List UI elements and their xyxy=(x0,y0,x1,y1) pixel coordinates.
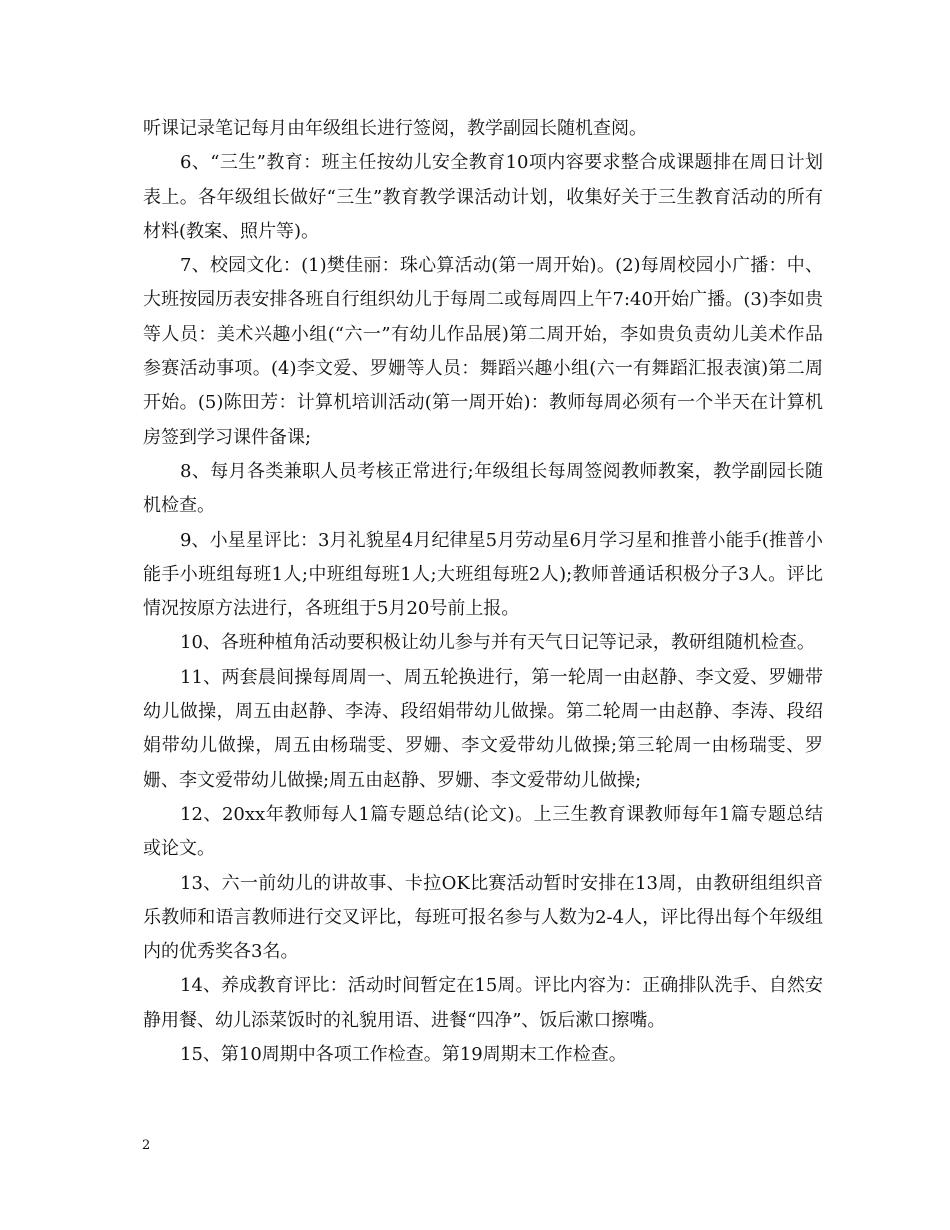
paragraph-continued: 听课记录笔记每月由年级组长进行签阅，教学副园长随机查阅。 xyxy=(143,118,647,139)
paragraph-item-8: 8、每月各类兼职人员考核正常进行;年级组长每周签阅教师教案，教学副园长随机检查。 xyxy=(143,460,823,517)
paragraph-item-12: 12、20xx年教师每人1篇专题总结(论文)。上三生教育课教师每年1篇专题总结或论文。 xyxy=(143,803,823,860)
paragraph-item-14: 14、养成教育评比：活动时间暂定在15周。评比内容为：正确排队洗手、自然安静用餐、幼儿添菜饭时的礼貌用语、进餐“四净”、饭后漱口擦嘴。 xyxy=(143,975,823,1031)
page-number: 2 xyxy=(142,1138,151,1153)
paragraph-item-15: 15、第10周期中各项工作检查。第19周期末工作检查。 xyxy=(180,1044,627,1066)
paragraph-item-13: 13、六一前幼儿的讲故事、卡拉OK比赛活动暂时安排在13周，由教研组组织音乐教师和语言教师进行交叉评比，每班可报名参与人数为2-4人，评比得出每个年级组内的优秀奖各3名。 xyxy=(143,872,823,963)
document-body xyxy=(143,112,823,1072)
paragraph-item-7: 7、校园文化：(1)樊佳丽：珠心算活动(第一周开始)。(2)每周校园小广播：中、大班按园历表安排各班自行组织幼儿于每周二或每周四上午7:40开始广播。(3)李如贵等人员：美术兴趣小组(“六一”有幼儿作品展)第二周开始，李如贵负责幼儿美术作品参赛活动事项。(4)李文爱、罗姗等人员：舞蹈兴趣小组(六一有舞蹈汇报表演)第二周开始。(5)陈田芳：计算机培训活动(第一周开始)：教师每周必须有一个半天在计算机房签到学习课件备课; xyxy=(143,255,823,448)
paragraph-item-11: 11、两套晨间操每周周一、周五轮换进行，第一轮周一由赵静、李文爱、罗姗带幼儿做操，周五由赵静、李涛、段绍娟带幼儿做操。第二轮周一由赵静、李涛、段绍娟带幼儿做操，周五由杨瑞雯、罗姗、李文爱带幼儿做操;第三轮周一由杨瑞雯、罗姗、李文爱带幼儿做操;周五由赵静、罗姗、李文爱带幼儿做操; xyxy=(143,666,823,791)
paragraph-item-10: 10、各班种植角活动要积极让幼儿参与并有天气日记等记录，教研组随机检查。 xyxy=(180,632,815,654)
paragraph-item-6: 6、“三生”教育：班主任按幼儿安全教育10项内容要求整合成课题排在周日计划表上。各年级组长做好“三生”教育教学课活动计划，收集好关于三生教育活动的所有材料(教案、照片等)。 xyxy=(143,152,823,242)
paragraph-item-9: 9、小星星评比：3月礼貌星4月纪律星5月劳动星6月学习星和推普小能手(推普小能手小班组每班1人;中班组每班1人;大班组每班2人);教师普通话积极分子3人。评比情况按原方法进行，各班组于5月20号前上报。 xyxy=(143,529,823,620)
